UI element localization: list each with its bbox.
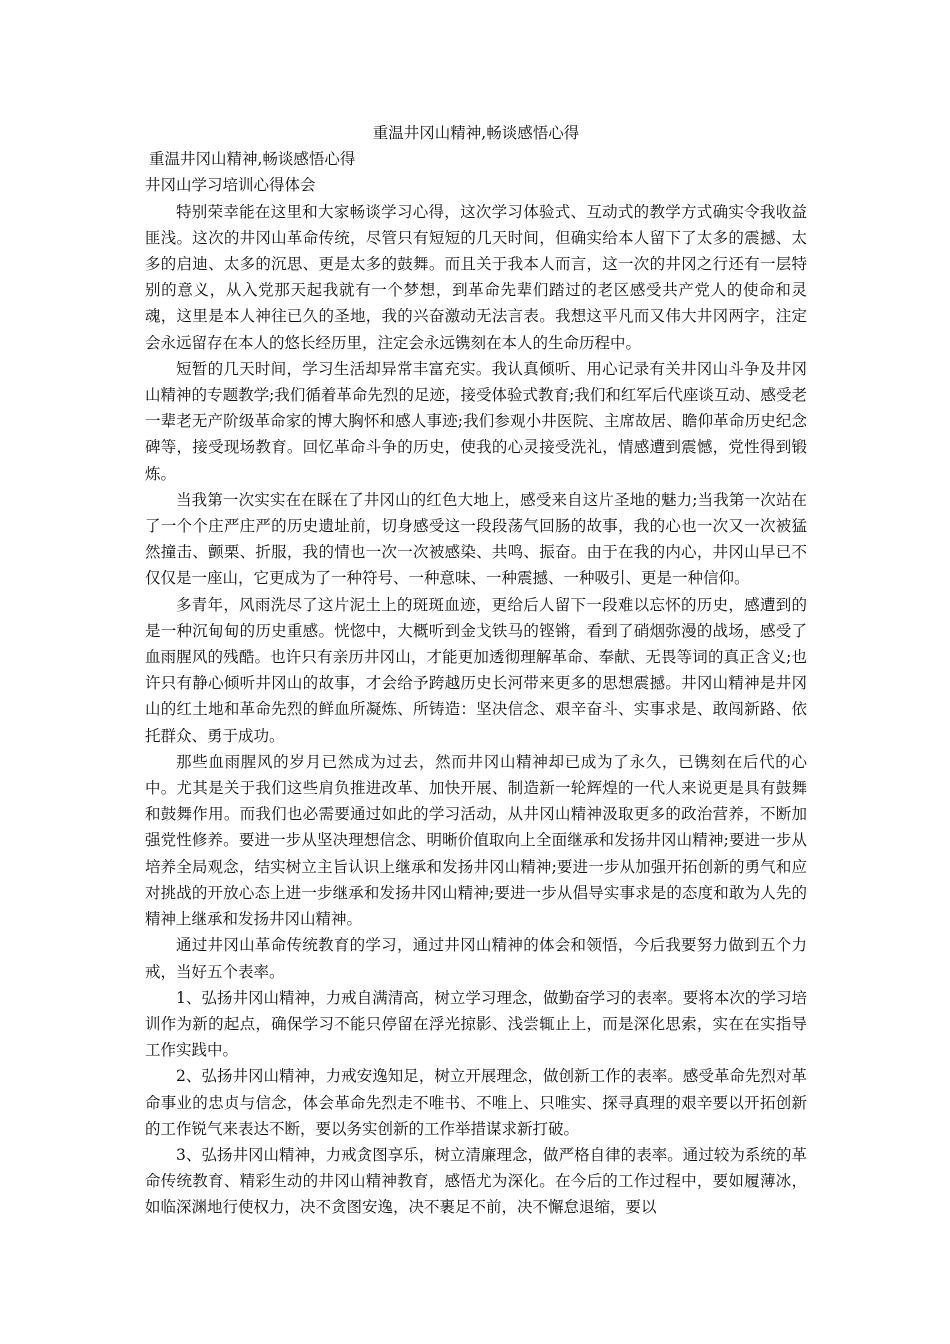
body-paragraph-1: 特别荣幸能在这里和大家畅谈学习心得，这次学习体验式、互动式的教学方式确实令我收益匪浅。这次的井冈山革命传统，尽管只有短短的几天时间，但确实给本人留下了太多的震撼、太多的启迪、太多的沉思、更是太多的鼓舞。而且关于我本人而言，这一次的井冈之行还有一层特别的意义，从入党那天起我就有一个梦想，到革命先辈们踏过的老区感受共产党人的使命和灵魂，这里是本人神往已久的圣地，我的兴奋激动无法言表。我想这平凡而又伟大井冈两字，注定会永远留存在本人的悠长经历里，注定会永远镌刻在本人的生命历程中。 [145, 202, 807, 352]
section-heading: 井冈山学习培训心得体会 [145, 176, 316, 195]
document-page [145, 120, 807, 1221]
list-item-3: 3、弘扬井冈山精神，力戒贪图享乐，树立清廉理念，做严格自律的表率。通过较为系统的革命传统教育、精彩生动的井冈山精神教育，感悟尤为深化。在今后的工作过程中，要如履薄冰，如临深渊地行使权力，决不贪图安逸，决不裹足不前，决不懈怠退缩，要以 [145, 1145, 807, 1217]
document-title: 重温井冈山精神,畅谈感悟心得 [372, 124, 580, 142]
list-item-1: 1、弘扬井冈山精神，力戒自满清高，树立学习理念，做勤奋学习的表率。要将本次的学习培训作为新的起点，确保学习不能只停留在浮光掠影、浅尝辄止上，而是深化思索，实在在实指导工作实践中。 [145, 988, 807, 1060]
document-subtitle: 重温井冈山精神,畅谈感悟心得 [149, 150, 356, 169]
body-paragraph-6: 通过井冈山革命传统教育的学习，通过井冈山精神的体会和领悟，今后我要努力做到五个力戒，当好五个表率。 [145, 936, 807, 981]
list-item-2: 2、弘扬井冈山精神，力戒安逸知足，树立开展理念，做创新工作的表率。感受革命先烈对革命事业的忠贞与信念，体会革命先烈走不唯书、不唯上、只唯实、探寻真理的艰辛要以开拓创新的工作锐气来表达不断，要以务实创新的工作举措谋求新打破。 [145, 1067, 807, 1138]
body-paragraph-5: 那些血雨腥风的岁月已然成为过去，然而井冈山精神却已成为了永久，已镌刻在后代的心中。尤其是关于我们这些肩负推进改革、加快开展、制造新一轮辉煌的一代人来说更是具有鼓舞和鼓舞作用。而我们也必需要通过如此的学习活动，从井冈山精神汲取更多的政治营养，不断加强党性修养。要进一步从坚决理想信念、明晰价值取向上全面继承和发扬井冈山精神;要进一步从培养全局观念，结实树立主旨认识上继承和发扬井冈山精神;要进一步从加强开拓创新的勇气和应对挑战的开放心态上进一步继承和发扬井冈山精神;要进一步从倡导实事求是的态度和敢为人先的精神上继承和发扬井冈山精神。 [145, 752, 807, 929]
body-paragraph-3: 当我第一次实实在在睬在了井冈山的红色大地上，感受来自这片圣地的魅力;当我第一次站在了一个个庄严庄严的历史遗址前，切身感受这一段段荡气回肠的故事，我的心也一次又一次被猛然撞击、颤栗、折服，我的情也一次一次被感染、共鸣、振奋。由于在我的内心，井冈山早已不仅仅是一座山，它更成为了一种符号、一种意味、一种震撼、一种吸引、更是一种信仰。 [145, 490, 807, 588]
body-paragraph-2: 短暂的几天时间，学习生活却异常丰富充实。我认真倾听、用心记录有关井冈山斗争及井冈山精神的专题教学;我们循着革命先烈的足迹，接受体验式教育;我们和红军后代座谈互动、感受老一辈老无产阶级革命家的博大胸怀和感人事迹;我们参观小井医院、主席故居、瞻仰革命历史纪念碑等，接受现场教育。回忆革命斗争的历史，使我的心灵接受洗礼，情感遭到震憾，党性得到锻炼。 [145, 359, 807, 483]
body-paragraph-4: 多青年，风雨洗尽了这片泥土上的斑斑血迹，更给后人留下一段难以忘怀的历史，感遭到的是一种沉甸甸的历史重感。恍惚中，大概听到金戈铁马的铿锵，看到了硝烟弥漫的战场，感受了血雨腥风的残酷。也许只有亲历井冈山，才能更加透彻理解革命、奉献、无畏等词的真正含义;也许只有静心倾听井冈山的故事，才会给予跨越历史长河带来更多的思想震撼。井冈山精神是井冈山的红土地和革命先烈的鲜血所凝炼、所铸造：坚决信念、艰辛奋斗、实事求是、敢闯新路、依托群众、勇于成功。 [145, 595, 807, 745]
